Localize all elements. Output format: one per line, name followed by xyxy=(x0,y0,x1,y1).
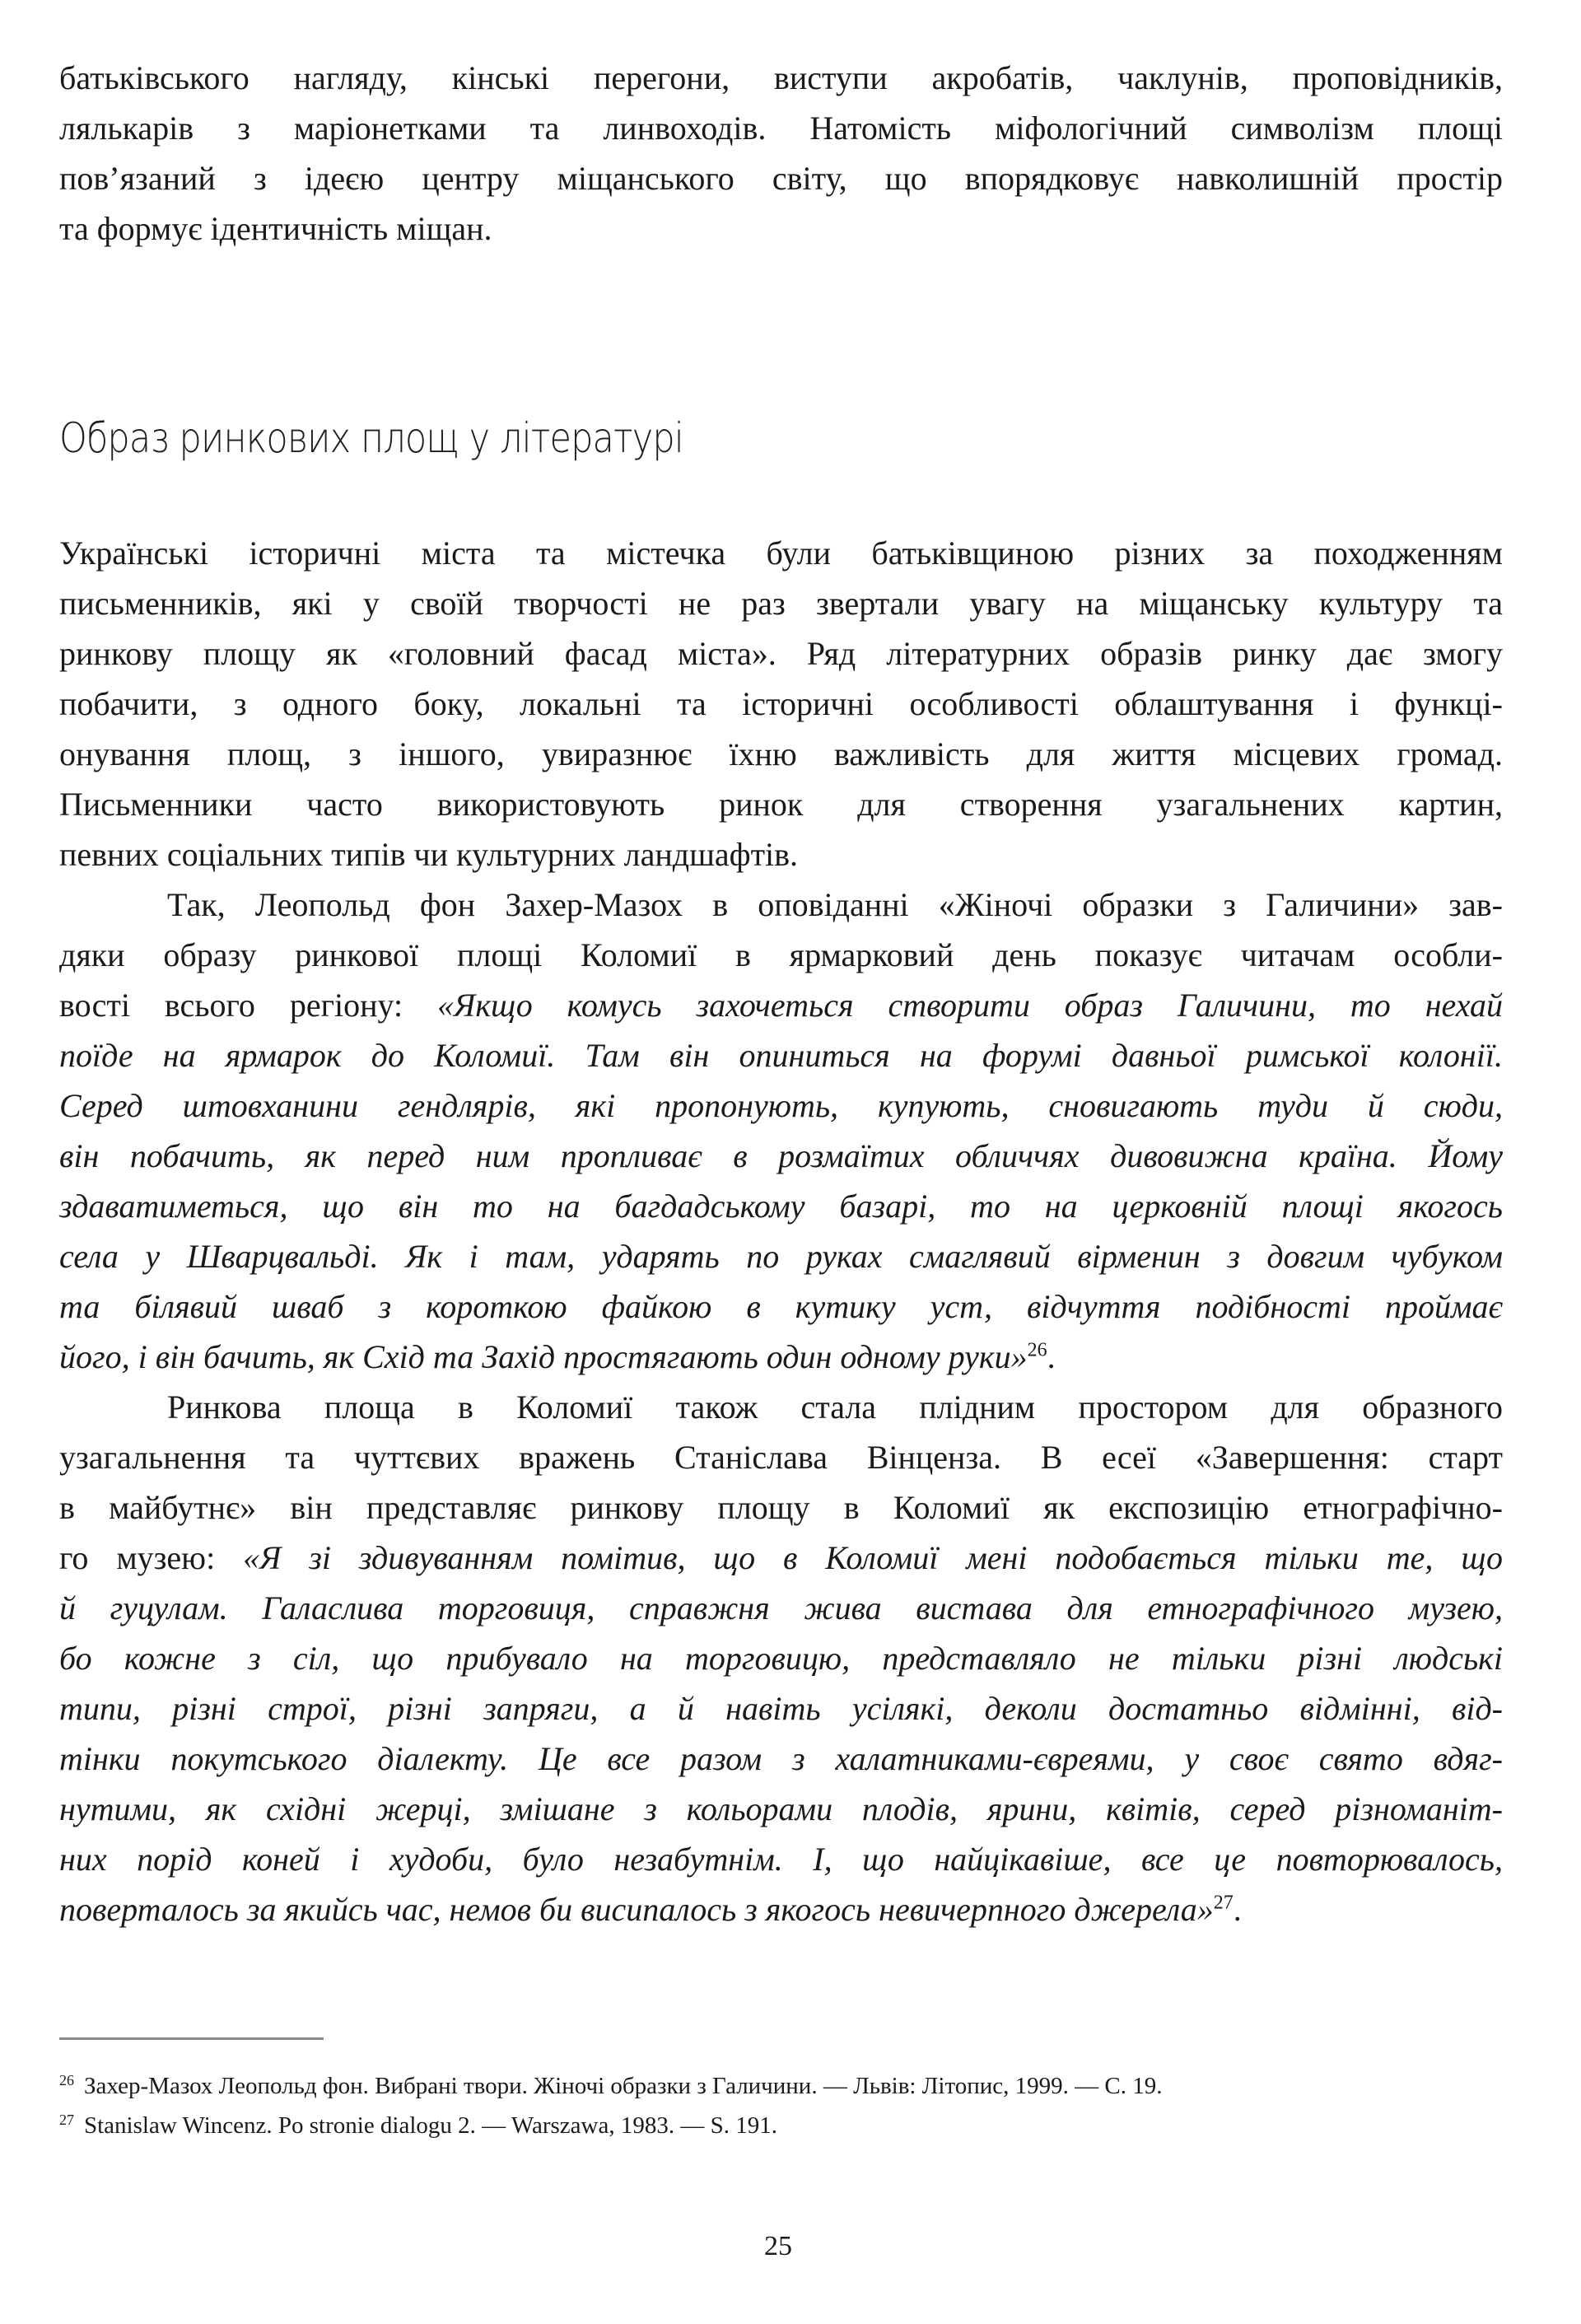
section-heading: Образ ринкових площ у літературі xyxy=(59,414,683,462)
text-line: в майбутнє» він представляє ринкову площу в Коломиї як експозицію етнографічно- xyxy=(59,1489,1503,1526)
footnote-number: 26 xyxy=(59,2072,74,2088)
text-line: батьківського нагляду, кінські перегони, виступи акробатів, чаклунів, проповідників, xyxy=(59,59,1503,96)
quote-line: та білявий шваб з короткою файкою в кутику уст, відчуття подібності проймає xyxy=(59,1288,1503,1325)
text-roman: . xyxy=(1233,1891,1242,1928)
text-line: ринкову площу як «головний фасад міста». Ряд літературних образів ринку дає змогу xyxy=(59,635,1503,672)
text-line: та формує ідентичність міщан. xyxy=(59,210,492,247)
footnote-27 xyxy=(59,2103,1377,2143)
text-line xyxy=(59,980,1503,1030)
text-line xyxy=(59,1533,1503,1583)
text-line: лялькарів з маріонетками та линвоходів. Натомість міфологічний символізм площі xyxy=(59,110,1503,147)
text-line: пов’язаний з ідеєю центру міщанського світу, що впорядковує навколишній простір xyxy=(59,160,1503,197)
page-number-container xyxy=(0,2228,1581,2265)
quote-text: поверталось за якийсь час, немов би висипалось з якогось невичерпного джерела» xyxy=(59,1891,1214,1928)
quote-text: його, і він бачить, як Схід та Захід простягають один одному руки» xyxy=(59,1338,1028,1375)
paragraph-2 xyxy=(59,880,1503,1382)
text-line: Письменники часто використовують ринок для створення узагальнених картин, xyxy=(59,786,1503,823)
text-line xyxy=(59,1332,1503,1382)
text-line: побачити, з одного боку, локальні та історичні особливості облаштування і функці- xyxy=(59,685,1503,722)
footnote-26 xyxy=(59,2064,1377,2103)
quote-line: них порід коней і худоби, було незабутнім. І, що найцікавіше, все це повторювалось, xyxy=(59,1841,1503,1878)
footnote-number: 27 xyxy=(59,2112,74,2128)
quote-line: здаватиметься, що він то на багдадському базарі, то на церковній площі якогось xyxy=(59,1188,1503,1225)
quote-line: поїде на ярмарок до Коломиї. Там він опиниться на форумі давньої римської колонії. xyxy=(59,1037,1503,1074)
quote-line: він побачить, як перед ним пропливає в розмаїтих обличчях дивовижна країна. Йому xyxy=(59,1137,1503,1174)
text-line: Українські історичні міста та містечка були батьківщиною різних за походженням xyxy=(59,534,1503,572)
text-line: письменників, які у своїй творчості не раз звертали увагу на міщанську культуру та xyxy=(59,585,1503,622)
text-line: Ринкова площа в Коломиї також стала плідним простором для образного xyxy=(167,1388,1503,1426)
text-line: онування площ, з іншого, увиразнює їхню важливість для життя місцевих громад. xyxy=(59,735,1503,772)
quote-line: й гуцулам. Галаслива торговиця, справжня жива вистава для етнографічного музею, xyxy=(59,1589,1503,1626)
quote-line: бо кожне з сіл, що прибувало на торговицю, представляло не тільки різні людські xyxy=(59,1640,1503,1677)
text-roman: вості всього регіону: xyxy=(59,987,438,1024)
text-line: дяки образу ринкової площі Коломиї в ярмарковий день показує читачам особли- xyxy=(59,936,1503,973)
footnote-ref-27[interactable]: 27 xyxy=(1213,1892,1234,1914)
text-roman: го музею: xyxy=(59,1539,244,1576)
quote-line: нутими, як східні жерці, змішане з кольорами плодів, ярини, квітів, серед різноманіт- xyxy=(59,1790,1503,1827)
footnote-separator xyxy=(59,2037,324,2040)
paragraph-3 xyxy=(59,1382,1503,1934)
footnotes xyxy=(59,2064,1377,2143)
text-roman: . xyxy=(1047,1338,1056,1375)
footnote-ref-26[interactable]: 26 xyxy=(1027,1339,1047,1361)
quote-line: села у Шварцвальді. Як і там, ударять по руках смаглявий вірменин з довгим чубуком xyxy=(59,1238,1503,1275)
page-number: 25 xyxy=(764,2231,792,2261)
footnote-text: Захер-Мазох Леопольд фон. Вибрані твори. Жіночі образки з Галичини. — Львів: Літопис, 1999. — С. 19. xyxy=(84,2073,1163,2099)
paragraph-1 xyxy=(59,528,1503,1934)
intro-paragraph xyxy=(59,53,1503,254)
quote-line: типи, різні строї, різні запряги, а й навіть усілякі, деколи достатньо відмінні, від- xyxy=(59,1690,1503,1727)
quote-text: «Якщо комусь захочеться створити образ Галичини, то нехай xyxy=(437,987,1504,1024)
text-line: узагальнення та чуттєвих вражень Станіслава Вінценза. В есеї «Завершення: старт xyxy=(59,1439,1503,1476)
quote-text: «Я зі здивуванням помітив, що в Коломиї мені подобається тільки те, що xyxy=(243,1539,1503,1576)
footnote-text: Stanislaw Wincenz. Po stronie dialogu 2. — Warszawa, 1983. — S. 191. xyxy=(84,2112,777,2139)
text-line xyxy=(59,1884,1503,1934)
text-line: певних соціальних типів чи культурних ландшафтів. xyxy=(59,836,799,873)
text-line: Так, Леопольд фон Захер-Мазох в оповіданні «Жіночі образки з Галичини» зав- xyxy=(167,886,1503,923)
quote-line: тінки покутського діалекту. Це все разом з халатниками-євреями, у своє свято вдяг- xyxy=(59,1740,1503,1777)
quote-line: Серед штовханини гендлярів, які пропонують, купують, сновигають туди й сюди, xyxy=(59,1087,1503,1124)
